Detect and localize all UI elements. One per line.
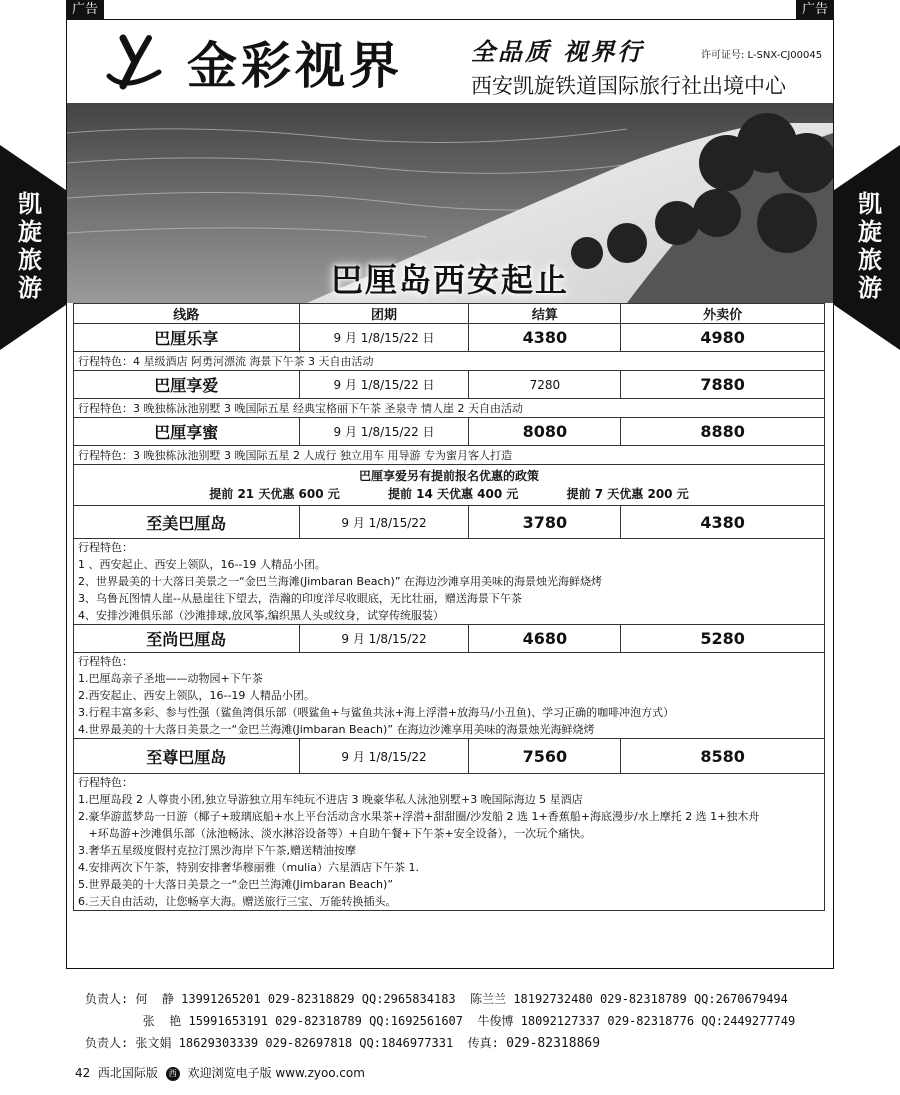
publication-badge-icon: 西北 [166, 1067, 180, 1081]
column-header-settle: 结算 [469, 304, 621, 324]
routes-table [73, 303, 825, 911]
tour-name: 至美巴厘岛 [74, 506, 300, 539]
settle-price: 4380 [469, 324, 621, 352]
agency-name: 西安凯旋铁道国际旅行社出境中心 [471, 74, 786, 98]
table-row [74, 506, 825, 539]
route-period: 9 月 1/8/15/22 日 [299, 371, 469, 399]
promo-item: 提前 14 天优惠 400 元 [387, 487, 519, 501]
retail-price: 5280 [621, 625, 825, 653]
retail-price: 8580 [621, 739, 825, 774]
ad-label-right: 广告 [796, 0, 834, 19]
route-name: 巴厘乐享 [74, 324, 300, 352]
contact-row: 负责人: 张文娟 18629303339 029-82697818 QQ:1846977331 传真: 029-82318869 [85, 1036, 601, 1051]
contact-row: 张 艳 15991653191 029-82318789 QQ:1692561607 牛俊博 18092127337 029-82318776 QQ:2449277749 [85, 1014, 796, 1028]
tour-details: 行程特色： 1.巴厘岛段 2 人尊贵小团,独立导游独立用车纯玩不进店 3 晚豪华私人泳池别墅+3 晚国际海边 5 星酒店 2.豪华游蓝梦岛一日游（椰子+玻璃底船+水上平台活动含水果茶+浮潜+甜甜圈/沙发船 2 选 1+香蕉船+海底漫步/水上摩托 2 选 1+独木舟 +环岛游+沙滩俱乐部（泳池畅泳、淡水淋浴设备等）+自助午餐+下午茶+安全设备），一次玩个痛快。 3.奢华五星级度假村克拉汀黑沙海岸下午茶,赠送精油按摩 4.安排两次下午茶，特别安排奢华穆丽雅（mulia）六星酒店下午茶 1. 5.世界最美的十大落日美景之一“金巴兰海滩(Jimbaran Beach)” 6.三天自由活动，让您畅享大海。赠送旅行三宝、万能转换插头。 [74, 774, 825, 911]
footer-text: 欢迎浏览电子版 www.zyoo.com [187, 1066, 365, 1080]
promo-title: 巴厘享爱另有提前报名优惠的政策 [358, 469, 539, 483]
logo-icon [105, 32, 165, 92]
table-row [74, 324, 825, 352]
tour-name: 至尚巴厘岛 [74, 625, 300, 653]
route-features: 行程特色：3 晚独栋泳池别墅 3 晚国际五星 经典宝格丽下午茶 圣泉寺 情人崖 2 天自由活动 [74, 399, 825, 418]
table-row [74, 371, 825, 399]
route-features: 行程特色：3 晚独栋泳池别墅 3 晚国际五星 2 人成行 独立用车 用导游 专为蜜月客人打造 [74, 446, 825, 465]
tour-details: 行程特色： 1 、西安起止、西安上领队，16--19 人精品小团。 2、世界最美的十大落日美景之一“金巴兰海滩(Jimbaran Beach)” 在海边沙滩享用美味的海景烛光海鲜烧烤 3、乌鲁瓦图情人崖--从悬崖往下望去，浩瀚的印度洋尽收眼底，无比壮丽，赠送海景下午茶 4、安排沙滩俱乐部（沙滩排球,放风筝,编织黑人头或纹身，试穿传统服装） [74, 539, 825, 625]
retail-price: 4380 [621, 506, 825, 539]
table-row [74, 418, 825, 446]
route-features: 行程特色：4 星级酒店 阿勇河漂流 海景下午茶 3 天自由活动 [74, 352, 825, 371]
side-label-left: 凯 旋 旅 游 [18, 190, 42, 302]
settle-price: 4680 [469, 625, 621, 653]
table-row [74, 625, 825, 653]
settle-price: 3780 [469, 506, 621, 539]
route-name: 巴厘享蜜 [74, 418, 300, 446]
retail-price: 4980 [621, 324, 825, 352]
page-footer [75, 1064, 365, 1092]
promo-item: 提前 7 天优惠 200 元 [566, 487, 689, 501]
side-label-right: 凯 旋 旅 游 [858, 190, 882, 302]
tour-period: 9 月 1/8/15/22 [299, 739, 469, 774]
header [67, 20, 833, 102]
route-name: 巴厘享爱 [74, 371, 300, 399]
route-period: 9 月 1/8/15/22 日 [299, 418, 469, 446]
column-header-route: 线路 [74, 304, 300, 324]
beach-banner [67, 103, 833, 303]
tour-period: 9 月 1/8/15/22 [299, 506, 469, 539]
tour-period: 9 月 1/8/15/22 [299, 625, 469, 653]
tour-name: 至尊巴厘岛 [74, 739, 300, 774]
route-period: 9 月 1/8/15/22 日 [299, 324, 469, 352]
page-number: 42 [75, 1066, 91, 1080]
section-name: 西北国际版 [97, 1066, 158, 1080]
column-header-period: 团期 [299, 304, 469, 324]
table-header-row [74, 304, 825, 324]
column-header-retail: 外卖价 [621, 304, 825, 324]
promo-item: 提前 21 天优惠 600 元 [209, 487, 340, 501]
contact-row: 负责人: 何 静 13991265201 029-82318829 QQ:2965834183 陈兰兰 18192732480 029-82318789 QQ:2670679494 [85, 992, 788, 1006]
fax-number: 029-82318869 [506, 1036, 601, 1051]
settle-price: 7560 [469, 739, 621, 774]
promo-box [74, 465, 825, 506]
logo-text: 金彩视界 [187, 36, 403, 95]
settle-price: 8080 [469, 418, 621, 446]
tour-details: 行程特色： 1.巴厘岛亲子圣地——动物园+下午茶 2.西安起止、西安上领队，16--19 人精品小团。 3.行程丰富多彩、参与性强（鲨鱼湾俱乐部（喂鲨鱼+与鲨鱼共泳+海上浮潜+放海马/小丑鱼)、学习正确的咖啡冲泡方式） 4.世界最美的十大落日美景之一“金巴兰海滩(Jimbaran Beach)” 在海边沙滩享用美味的海景烛光海鲜烧烤 [74, 653, 825, 739]
retail-price: 8880 [621, 418, 825, 446]
contacts [85, 988, 825, 1055]
slogan: 全品质 视界行 [471, 37, 645, 66]
settle-price: 7280 [469, 371, 621, 399]
table-row [74, 739, 825, 774]
ad-label-left: 广告 [66, 0, 104, 19]
banner-title: 巴厘岛西安起止 [330, 261, 569, 299]
retail-price: 7880 [621, 371, 825, 399]
license-number: 许可证号: L-SNX-CJ00045 [701, 50, 823, 61]
